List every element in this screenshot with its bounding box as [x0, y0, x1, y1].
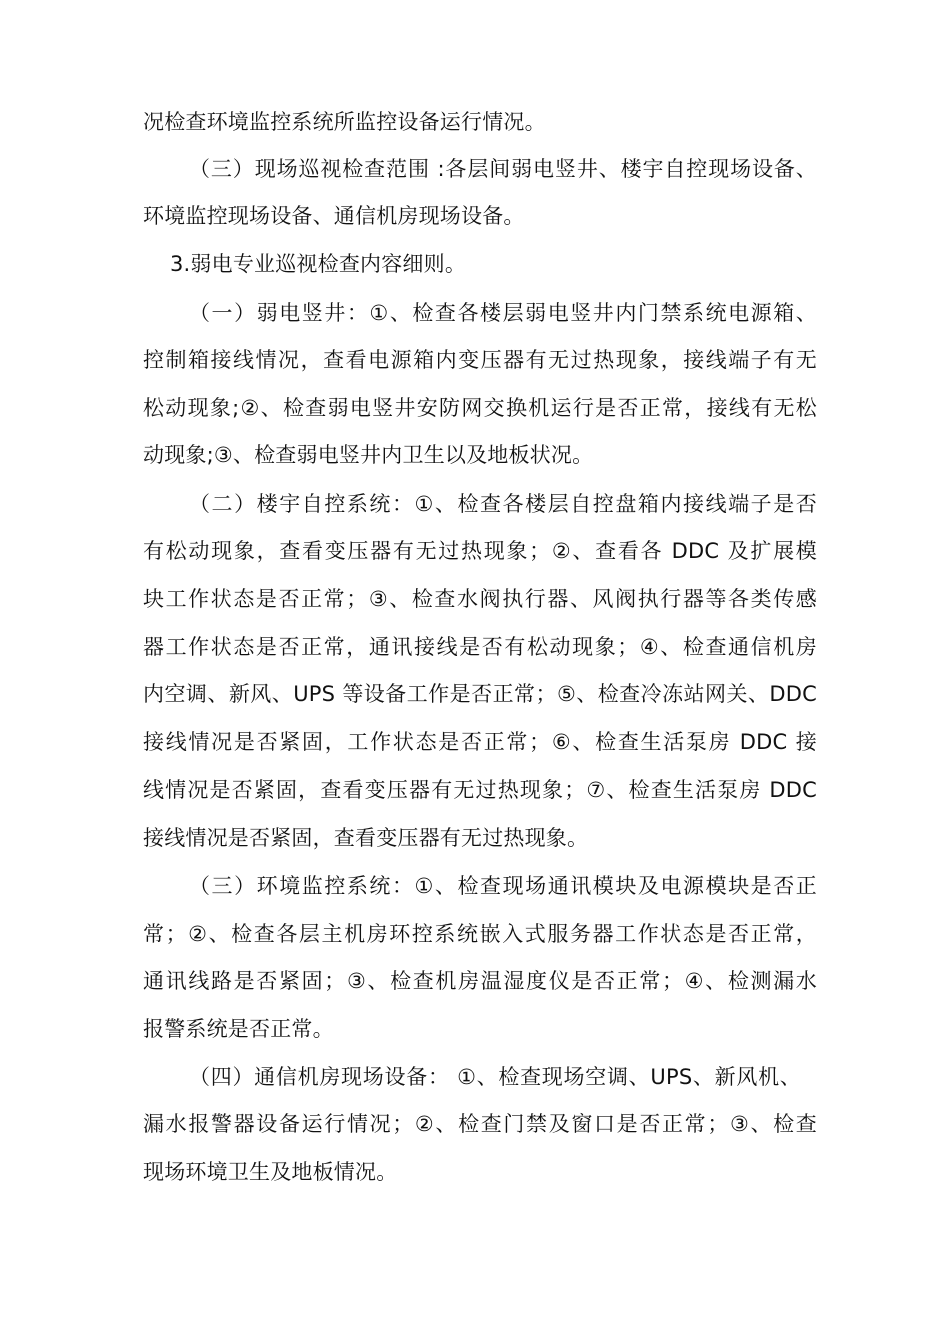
text-line: 现场环境卫生及地板情况。 [143, 1160, 398, 1184]
text-line: 松动现象;②、检查弱电竖井安防网交换机运行是否正常，接线有无松 [143, 396, 817, 420]
text-line: 通讯线路是否紧固；③、检查机房温湿度仪是否正常；④、检测漏水 [143, 969, 817, 993]
text-line: （三）环境监控系统：①、检查现场通讯模块及电源模块是否正 [189, 874, 817, 898]
text-line: （一）弱电竖井：①、检查各楼层弱电竖井内门禁系统电源箱、 [189, 301, 817, 325]
text-line: 报警系统是否正常。 [143, 1017, 334, 1041]
text-line: 内空调、新风、UPS 等设备工作是否正常；⑤、检查冷冻站网关、DDC [143, 682, 817, 706]
text-line: 线情况是否紧固，查看变压器有无过热现象；⑦、检查生活泵房 DDC [143, 778, 817, 802]
text-line: 漏水报警器设备运行情况；②、检查门禁及窗口是否正常；③、检查 [143, 1112, 817, 1136]
text-line: 环境监控现场设备、通信机房现场设备。 [143, 204, 525, 228]
text-line: 有松动现象，查看变压器有无过热现象；②、查看各 DDC 及扩展模 [143, 539, 817, 563]
text-line: （三）现场巡视检查范围 :各层间弱电竖井、楼宇自控现场设备、 [189, 157, 817, 181]
text-line: 块工作状态是否正常；③、检查水阀执行器、风阀执行器等各类传感 [143, 587, 817, 611]
text-line: 器工作状态是否正常，通讯接线是否有松动现象；④、检查通信机房 [143, 635, 817, 659]
text-line: 3.弱电专业巡视检查内容细则。 [170, 252, 467, 276]
text-line: 接线情况是否紧固，工作状态是否正常；⑥、检查生活泵房 DDC 接 [143, 730, 817, 754]
text-line: 控制箱接线情况，查看电源箱内变压器有无过热现象，接线端子有无 [143, 348, 817, 372]
text-line: 动现象;③、检查弱电竖井内卫生以及地板状况。 [143, 443, 594, 467]
text-line: （四）通信机房现场设备： ①、检查现场空调、UPS、新风机、 [189, 1065, 801, 1089]
text-line: 接线情况是否紧固，查看变压器有无过热现象。 [143, 826, 589, 850]
text-line: 常；②、检查各层主机房环控系统嵌入式服务器工作状态是否正常， [143, 922, 817, 946]
text-line: （二）楼宇自控系统：①、检查各楼层自控盘箱内接线端子是否 [189, 492, 817, 516]
text-line: 况检查环境监控系统所监控设备运行情况。 [143, 110, 546, 134]
